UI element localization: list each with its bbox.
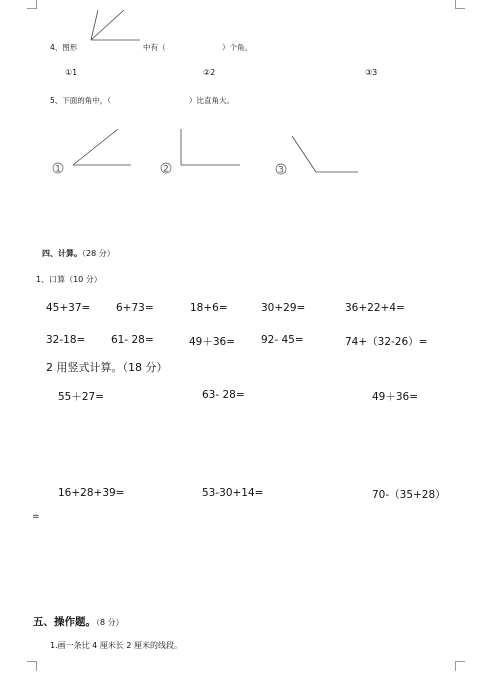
oral-calc-2-3: 49＋36= <box>189 336 236 348</box>
oral-calc-2-4: 92- 45= <box>261 334 304 346</box>
q4-option-2: ②2 <box>203 68 216 77</box>
section4-points: （28 分） <box>82 249 115 258</box>
vertical-calc-2-1: 16+28+39= <box>58 487 125 499</box>
oral-calc-heading: 1、口算（10 分） <box>36 275 102 284</box>
corner-mark-bottom-left <box>27 661 37 671</box>
q5-label-2: 2 <box>163 164 169 175</box>
vertical-calc-heading: 2 用竖式计算。（18 分） <box>46 361 168 374</box>
oral-calc-1-4: 30+29= <box>261 302 306 314</box>
oral-calc-2-1: 32-18= <box>46 334 86 346</box>
q4-option-1: ①1 <box>65 68 78 77</box>
section5-points: （8 分） <box>96 618 124 627</box>
q4-option-3: ③3 <box>365 68 378 77</box>
vertical-calc-2-2: 53-30+14= <box>202 487 264 499</box>
q5-suffix: ）比直角大。 <box>189 96 234 105</box>
q5-angle-figure-3 <box>273 130 373 185</box>
vertical-calc-2-3: 70-（35+28） <box>372 489 446 501</box>
section5-title: 五、操作题。 <box>33 616 96 628</box>
oral-calc-1-5: 36+22+4= <box>345 302 405 314</box>
q4-angle-figure <box>88 8 148 48</box>
section5-heading <box>33 610 124 629</box>
oral-calc-1-2: 6+73= <box>116 302 154 314</box>
oral-calc-1-3: 18+6= <box>190 302 228 314</box>
section4-heading <box>42 248 115 259</box>
vertical-calc-1-1: 55＋27= <box>58 391 105 403</box>
corner-mark-top-left <box>27 0 37 9</box>
vertical-calc-2-3-tail: = <box>32 512 40 522</box>
section5-item-1: 1.画一条比 4 厘米长 2 厘米的线段。 <box>50 641 182 650</box>
q4-prefix: 4、图形 <box>50 43 78 52</box>
q5-angle-figure-1 <box>50 125 140 175</box>
oral-calc-2-5: 74+（32-26）= <box>345 336 428 348</box>
q4-middle: 中有（ <box>143 43 166 52</box>
oral-calc-1-1: 45+37= <box>46 302 91 314</box>
oral-calc-2-2: 61- 28= <box>111 334 154 346</box>
vertical-calc-1-3: 49＋36= <box>372 391 419 403</box>
q5-angle-figure-2 <box>158 125 248 175</box>
q5-label-1: 1 <box>55 164 61 175</box>
q4-suffix: ）个角。 <box>222 43 252 52</box>
corner-mark-top-right <box>455 0 465 9</box>
corner-mark-bottom-right <box>455 661 465 671</box>
section4-title: 四、计算。 <box>42 249 82 258</box>
q5-question: 5、下面的角中，（ <box>50 96 112 105</box>
q5-label-3: 3 <box>278 165 284 176</box>
vertical-calc-1-2: 63- 28= <box>202 389 245 401</box>
